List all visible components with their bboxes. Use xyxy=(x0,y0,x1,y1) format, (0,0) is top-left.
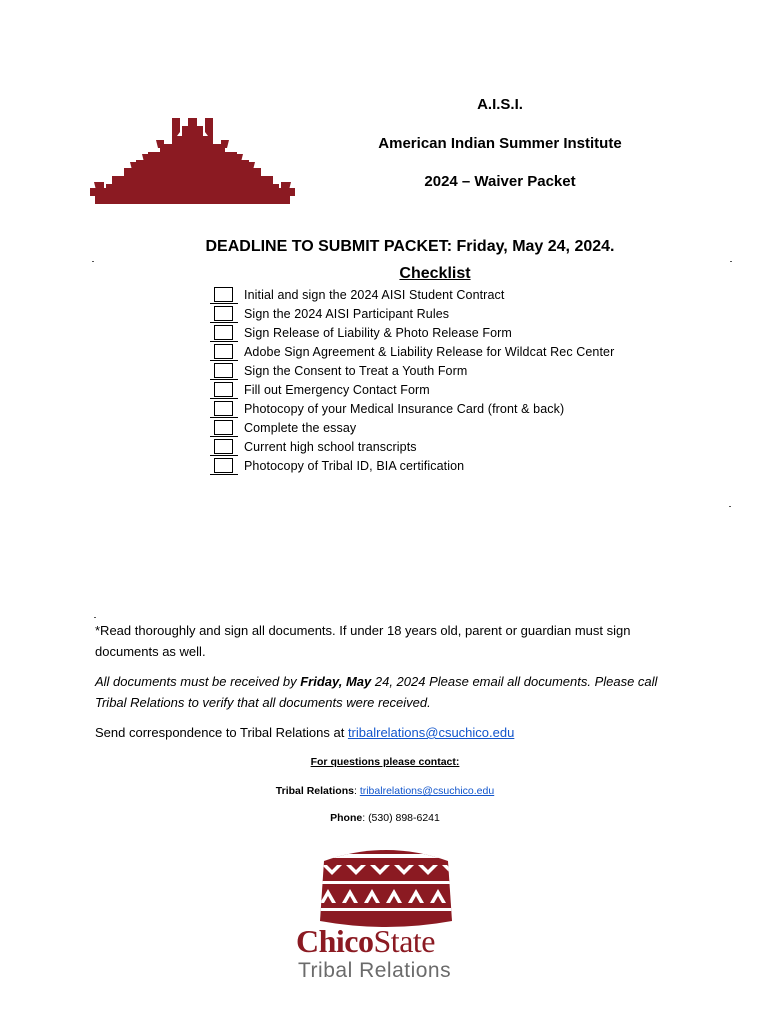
fill-line xyxy=(210,474,238,475)
contact-phone-label: Phone xyxy=(330,812,363,824)
fill-line xyxy=(210,360,238,361)
header-packet-title: 2024 – Waiver Packet xyxy=(424,173,576,190)
fill-line xyxy=(210,398,238,399)
checklist-item-label: Sign Release of Liability & Photo Release Form xyxy=(244,326,512,340)
checklist-item-label: Current high school transcripts xyxy=(244,440,417,454)
contact-email-link[interactable]: tribalrelations@csuchico.edu xyxy=(359,785,495,797)
brand-chico: Chico xyxy=(296,923,374,959)
contact-phone xyxy=(150,812,620,824)
fill-line xyxy=(210,379,238,380)
contact-heading: For questions please contact: xyxy=(310,756,460,768)
brand-state: State xyxy=(373,923,435,959)
contact-tribal-label: Tribal Relations xyxy=(275,785,354,797)
checkbox[interactable] xyxy=(214,420,233,435)
received-instructions xyxy=(95,671,685,713)
checkbox[interactable] xyxy=(214,287,233,302)
scan-mark xyxy=(730,261,732,262)
checklist-item-label: Complete the essay xyxy=(244,421,357,435)
checklist-item-label: Photocopy of Tribal ID, BIA certification xyxy=(244,459,465,473)
checkbox[interactable] xyxy=(214,325,233,340)
chico-state-wordmark xyxy=(296,922,435,960)
header-acronym: A.I.S.I. xyxy=(477,96,523,113)
checklist-item-label: Sign the Consent to Treat a Youth Form xyxy=(244,364,468,378)
scan-mark xyxy=(729,506,731,507)
fill-line xyxy=(210,322,238,323)
chico-state-dome-logo xyxy=(316,845,456,927)
received-text-pre: All documents must be received by xyxy=(95,674,301,689)
checklist-item-label: Photocopy of your Medical Insurance Card (front & back) xyxy=(244,402,565,416)
scan-mark xyxy=(94,617,96,618)
checkbox[interactable] xyxy=(214,306,233,321)
checklist-item-label: Initial and sign the 2024 AISI Student Contract xyxy=(244,288,505,302)
checklist-item-label: Fill out Emergency Contact Form xyxy=(244,383,430,397)
received-text-post: 24, 2024 Please email all documents. Please call Tribal Relations to verify that all documents were received. xyxy=(95,674,658,710)
tribal-relations-wordmark: Tribal Relations xyxy=(298,959,452,982)
contact-tribal-sep: : xyxy=(353,785,360,797)
fill-line xyxy=(210,417,238,418)
checklist-item-label: Sign the 2024 AISI Participant Rules xyxy=(244,307,450,321)
checkbox[interactable] xyxy=(214,401,233,416)
scan-mark xyxy=(92,261,94,262)
fill-line xyxy=(210,436,238,437)
checkbox[interactable] xyxy=(214,344,233,359)
signature-note: *Read thoroughly and sign all documents. If under 18 years old, parent or guardian must sign documents as well. xyxy=(95,623,631,659)
checkbox[interactable] xyxy=(214,363,233,378)
contact-phone-value: (530) 898-6241 xyxy=(368,812,440,824)
checkbox[interactable] xyxy=(214,382,233,397)
deadline-heading: DEADLINE TO SUBMIT PACKET: Friday, May 24, 2024. xyxy=(205,238,615,255)
correspondence-text: Send correspondence to Tribal Relations at xyxy=(95,725,348,740)
checkbox[interactable] xyxy=(214,458,233,473)
checkbox[interactable] xyxy=(214,439,233,454)
contact-tribal-relations xyxy=(150,785,620,797)
fill-line xyxy=(210,303,238,304)
correspondence-email-link[interactable]: tribalrelations@csuchico.edu xyxy=(347,725,515,740)
checklist-title: Checklist xyxy=(399,265,471,282)
fill-line xyxy=(210,341,238,342)
aisi-pyramid-logo xyxy=(90,118,295,204)
checklist-item-label: Adobe Sign Agreement & Liability Release for Wildcat Rec Center xyxy=(244,345,615,359)
header-institute-name: American Indian Summer Institute xyxy=(378,135,622,152)
fill-line xyxy=(210,455,238,456)
correspondence-line xyxy=(95,722,685,743)
received-date-bold: Friday, May xyxy=(300,674,372,689)
contact-phone-sep: : xyxy=(362,812,369,824)
